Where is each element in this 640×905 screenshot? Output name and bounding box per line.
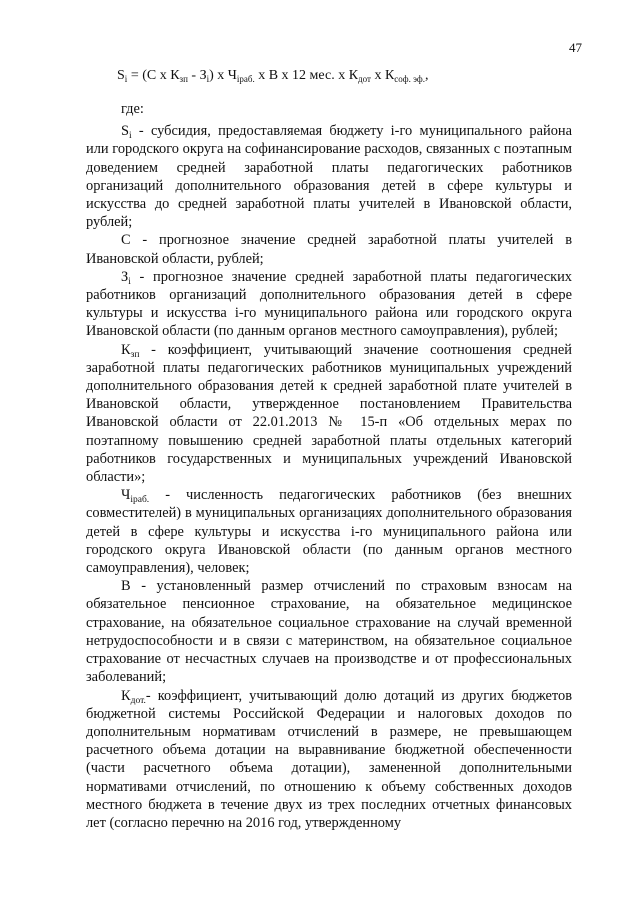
definition-text: - прогнозное значение средней заработной платы педагогических работников организаций дополнительного образования детей в сфере культуры и искусства i-го муниципального района или городского округа Ивановской области (по данным органов местного самоуправления), рублей; xyxy=(86,268,572,340)
definition-text: - субсидия, предоставляемая бюджету i-го муниципального района или городского округа на софинансирование расходов, связанных с поэтапным доведением средней заработной платы педагогических работников организаций дополнительного образования детей в сфере культуры и искусства до средней заработной платы учителей в Ивановской области, рублей; xyxy=(86,123,572,231)
formula-lhs: S xyxy=(117,68,125,83)
definition-symbol: Ч xyxy=(121,487,131,504)
definitions-body xyxy=(86,100,572,832)
definition-symbol: З xyxy=(121,268,129,285)
definition-text: - коэффициент, учитывающий долю дотаций из других бюджетов бюджетной системы Российской Федерации и налоговых доходов по дополнительным нормативам отчислений в размере, не превышающем расчетного объема дотации на выравнивание бюджетной обеспеченности (части расчетного объема дотации), замененной дополнительными нормативами отчислений, по отношению к объему собственных доходов местного бюджета в течение двух из трех последних отчетных финансовых лет (согласно перечню на 2016 год, утвержденному xyxy=(86,687,572,831)
definition-text: - коэффициент, учитывающий значение соотношения средней заработной платы педагогических работников муниципальных учреждений дополнительного образования детей к средней заработной плате учителей в Ивановской области, утвержденное постановлением Правительства Ивановской области от 22.01.2013 № 15-п «Об отдельных мерах по поэтапному повышению средней заработной платы отдельных категорий работников государственных и муниципальных учреждений Ивановской области»; xyxy=(86,341,572,486)
definition-paragraph xyxy=(86,231,572,267)
formula-part: , xyxy=(425,68,429,83)
definition-subscript: i xyxy=(128,276,131,287)
formula-sub: соф. эф. xyxy=(394,74,425,84)
definition-subscript: зп xyxy=(130,349,140,360)
formula-part: = (С х К xyxy=(127,68,180,83)
formula-part: - З xyxy=(187,68,207,83)
definition-symbol: С xyxy=(121,232,131,249)
definition-symbol: К xyxy=(121,687,131,704)
definition-symbol: К xyxy=(121,341,131,358)
formula-sub: i xyxy=(206,74,210,84)
where-label: где: xyxy=(121,101,144,117)
definition-paragraph xyxy=(86,486,572,577)
formula-sub: зп xyxy=(179,74,188,84)
page-number: 47 xyxy=(569,40,582,55)
definition-subscript: дот. xyxy=(130,695,146,706)
definition-paragraph xyxy=(86,687,572,833)
definition-paragraph xyxy=(86,577,572,686)
definition-text: - установленный размер отчислений по страховым взносам на обязательное пенсионное страхование, на обязательное медицинское страхование, на обязательное социальное страхование на случай временной нетрудоспособности и в связи с материнством, на обязательное социальное страхование от несчастных случаев на производстве и от профессиональных заболеваний; xyxy=(86,578,572,686)
definition-text: - численность педагогических работников (без внешних совместителей) в муниципальных организациях дополнительного образования детей в сфере культуры и искусства i-го муниципального района или городского округа Ивановской области (по данным органов местного самоуправления), человек; xyxy=(86,487,572,577)
formula-lhs-sub: i xyxy=(124,74,128,84)
formula-part: х В х 12 мес. х К xyxy=(254,68,359,83)
formula-part: х К xyxy=(370,68,395,83)
formula-sub: iраб. xyxy=(236,74,255,84)
definition-paragraph xyxy=(86,341,572,487)
definition-subscript: iраб. xyxy=(130,495,150,506)
definition-text: - прогнозное значение средней заработной платы учителей в Ивановской области, рублей; xyxy=(86,232,572,267)
definition-symbol: В xyxy=(121,578,131,595)
definition-paragraph xyxy=(86,122,572,231)
definition-symbol: S xyxy=(121,123,130,140)
definition-subscript: i xyxy=(129,131,132,142)
formula-part: ) х Ч xyxy=(209,68,237,83)
formula-sub: дот xyxy=(358,74,371,84)
subsidy-formula xyxy=(117,67,597,85)
definition-paragraph xyxy=(86,268,572,341)
